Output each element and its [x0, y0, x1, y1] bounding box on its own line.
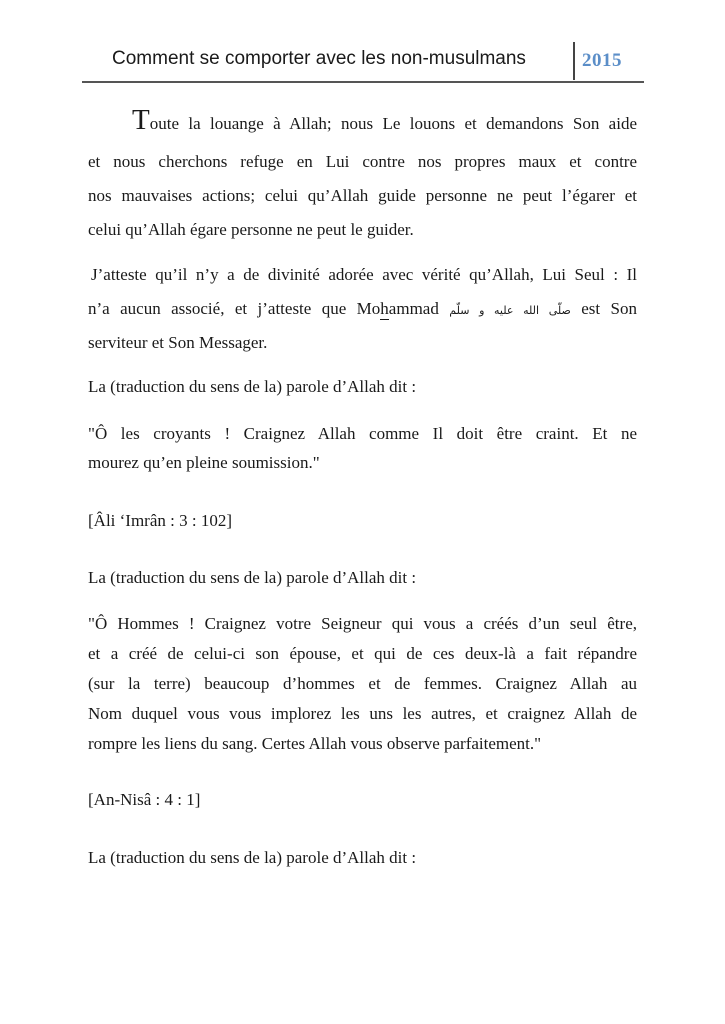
quote2-reference: [An-Nisâ : 4 : 1] [88, 790, 201, 809]
intro-line-1-text: oute la louange à Allah; nous Le louons et demandons Son aide [149, 114, 637, 133]
header-rule [82, 81, 644, 83]
quote2-intro: La (traduction du sens de la) parole d’Allah dit : [88, 568, 417, 587]
testimony-line-3: serviteur et Son Messager. [88, 333, 268, 352]
quote1-reference: [Âli ‘Imrân : 3 : 102] [88, 511, 232, 530]
testimony-text-post: est Son [581, 299, 638, 318]
testimony-line-1: J’atteste qu’il n’y a de divinité adorée avec vérité qu’Allah, Lui Seul : Il [91, 265, 637, 284]
intro-line-4: celui qu’Allah égare personne ne peut le guider. [88, 220, 414, 239]
page-header [82, 38, 644, 84]
quote1-intro: La (traduction du sens de la) parole d’Allah dit : [88, 377, 417, 396]
dropcap: T [132, 104, 150, 136]
underlined-h [380, 299, 389, 318]
testimony-text-mid: ammad [388, 299, 439, 318]
underline-mark [380, 319, 389, 320]
intro-line-3: nos mauvaises actions; celui qu’Allah guide personne ne peut l’égarer et [88, 186, 637, 205]
header-divider [573, 42, 575, 80]
quote1-line-1: "Ô les croyants ! Craignez Allah comme Il doit être craint. Et ne [88, 424, 637, 443]
testimony-text-pre: n’a aucun associé, et j’atteste que Mo [88, 299, 381, 318]
testimony-line-2 [88, 299, 637, 319]
intro-line-1 [88, 106, 637, 135]
underlined-h-letter: h [380, 299, 389, 318]
quote2-line-1: "Ô Hommes ! Craignez votre Seigneur qui vous a créés d’un seul être, [88, 614, 637, 633]
header-year: 2015 [582, 50, 622, 71]
quote3-intro: La (traduction du sens de la) parole d’Allah dit : [88, 848, 417, 867]
quote1-line-2: mourez qu’en pleine soumission." [88, 453, 320, 472]
header-title: Comment se comporter avec les non-musulmans [112, 48, 526, 69]
arabic-salutation: صلّى الله عليه و سلّم [449, 304, 571, 317]
quote2-line-4: Nom duquel vous vous implorez les uns les autres, et craignez Allah de [88, 704, 637, 723]
intro-line-2: et nous cherchons refuge en Lui contre nos propres maux et contre [88, 152, 637, 171]
quote2-line-2: et a créé de celui-ci son épouse, et qui de ces deux-là a fait répandre [88, 644, 637, 663]
quote2-line-5: rompre les liens du sang. Certes Allah vous observe parfaitement." [88, 734, 542, 753]
quote2-line-3: (sur la terre) beaucoup d’hommes et de femmes. Craignez Allah au [88, 674, 637, 693]
